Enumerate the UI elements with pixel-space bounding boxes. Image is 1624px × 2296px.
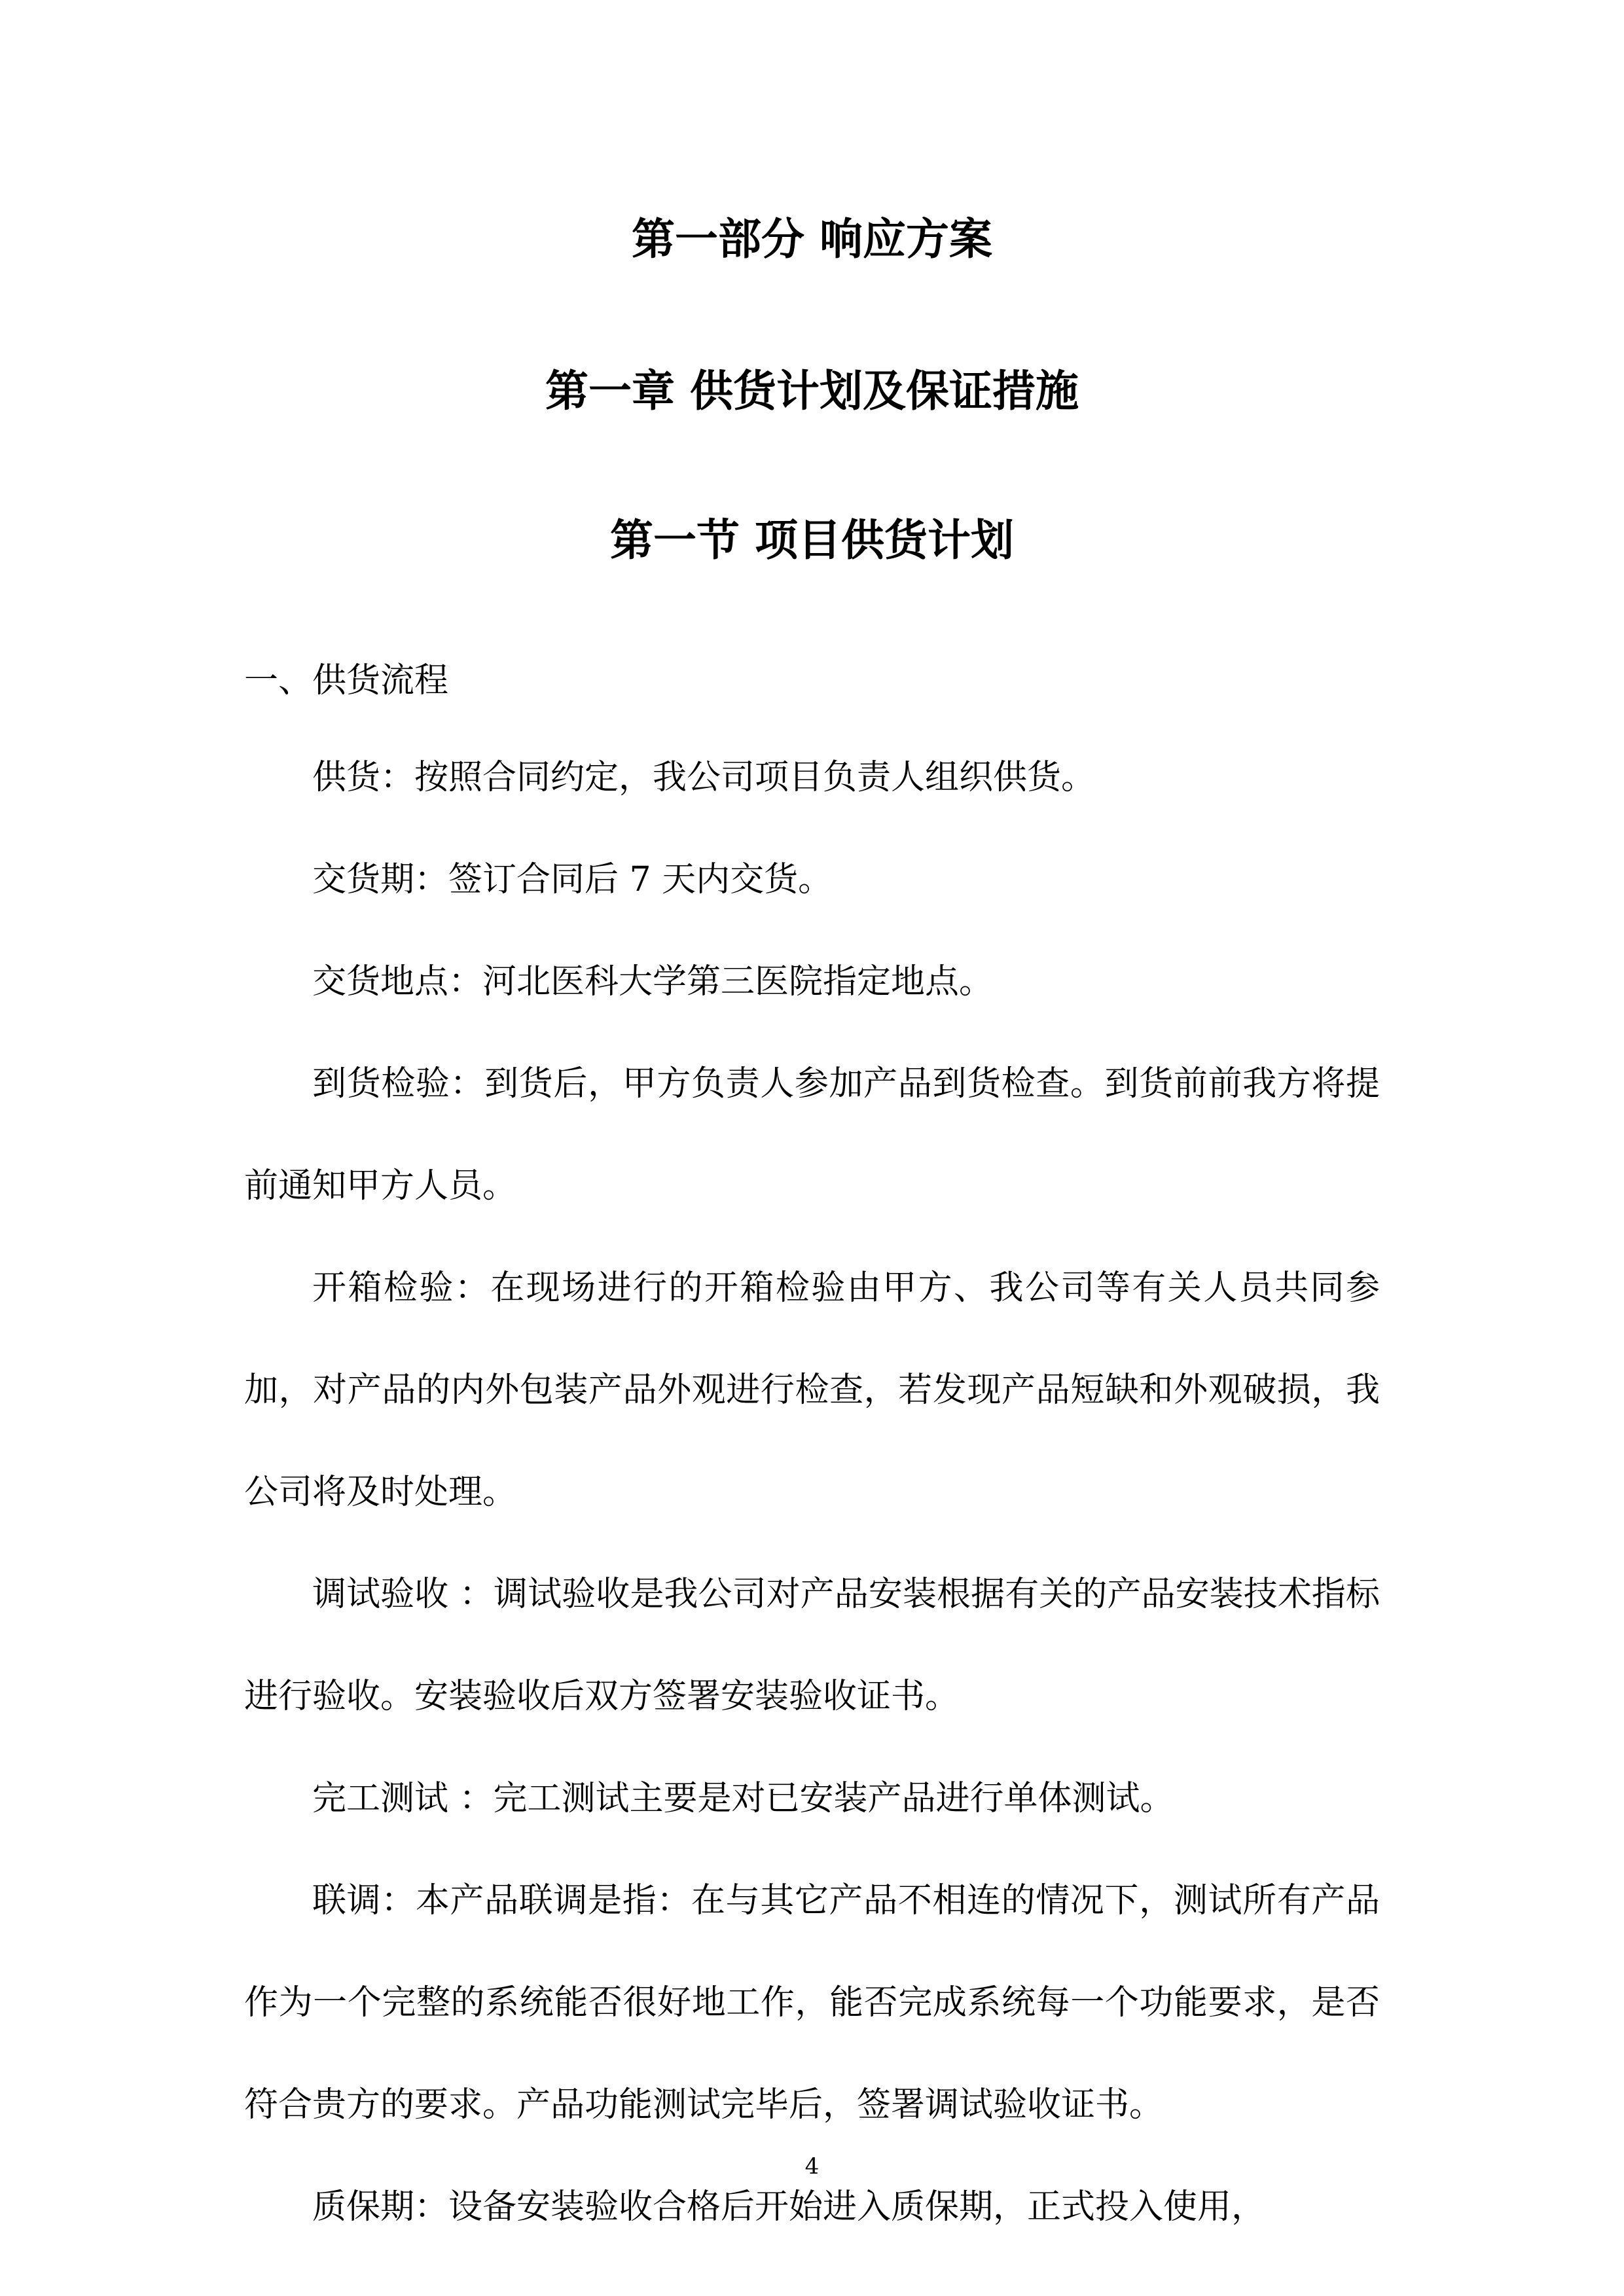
paragraph-supply: 供货：按照合同约定，我公司项目负责人组织供货。: [312, 758, 1096, 797]
subsection-title: 一、供货流程: [244, 661, 449, 700]
body-paragraphs: [244, 726, 1380, 2258]
paragraph-completion-test: 完工测试 ：完工测试主要是对已安装产品进行单体测试。: [312, 1779, 1174, 1818]
part-title: 第一部分 响应方案: [632, 213, 992, 264]
page-number: 4: [804, 2153, 820, 2179]
paragraph-arrival-inspection: 到货检验：到货后，甲方负责人参加产品到货检查。到货前前我方将提前通知甲方人员。: [244, 1064, 1380, 1206]
section-title: 第一节 项目供货计划: [610, 514, 1014, 565]
paragraph-unpacking-inspection: 开箱检验：在现场进行的开箱检验由甲方、我公司等有关人员共同参加，对产品的内外包装产品外观进行检查，若发现产品短缺和外观破损，我公司将及时处理。: [244, 1268, 1380, 1512]
paragraph-joint-debugging: 联调：本产品联调是指：在与其它产品不相连的情况下，测试所有产品作为一个完整的系统能否很好地工作，能否完成系统每一个功能要求，是否符合贵方的要求。产品功能测试完毕后，签署调试验收证书。: [244, 1881, 1380, 2125]
chapter-title: 第一章 供货计划及保证措施: [545, 365, 1079, 416]
paragraph-delivery-period: 交货期：签订合同后 7 天内交货。: [312, 860, 833, 899]
paragraph-delivery-location: 交货地点：河北医科大学第三医院指定地点。: [312, 962, 994, 1001]
paragraph-commissioning-acceptance: 调试验收 ：调试验收是我公司对产品安装根据有关的产品安装技术指标进行验收。安装验收后双方签署安装验收证书。: [244, 1575, 1380, 1716]
paragraph-warranty: 质保期：设备安装验收合格后开始进入质保期，正式投入使用，: [312, 2187, 1266, 2227]
